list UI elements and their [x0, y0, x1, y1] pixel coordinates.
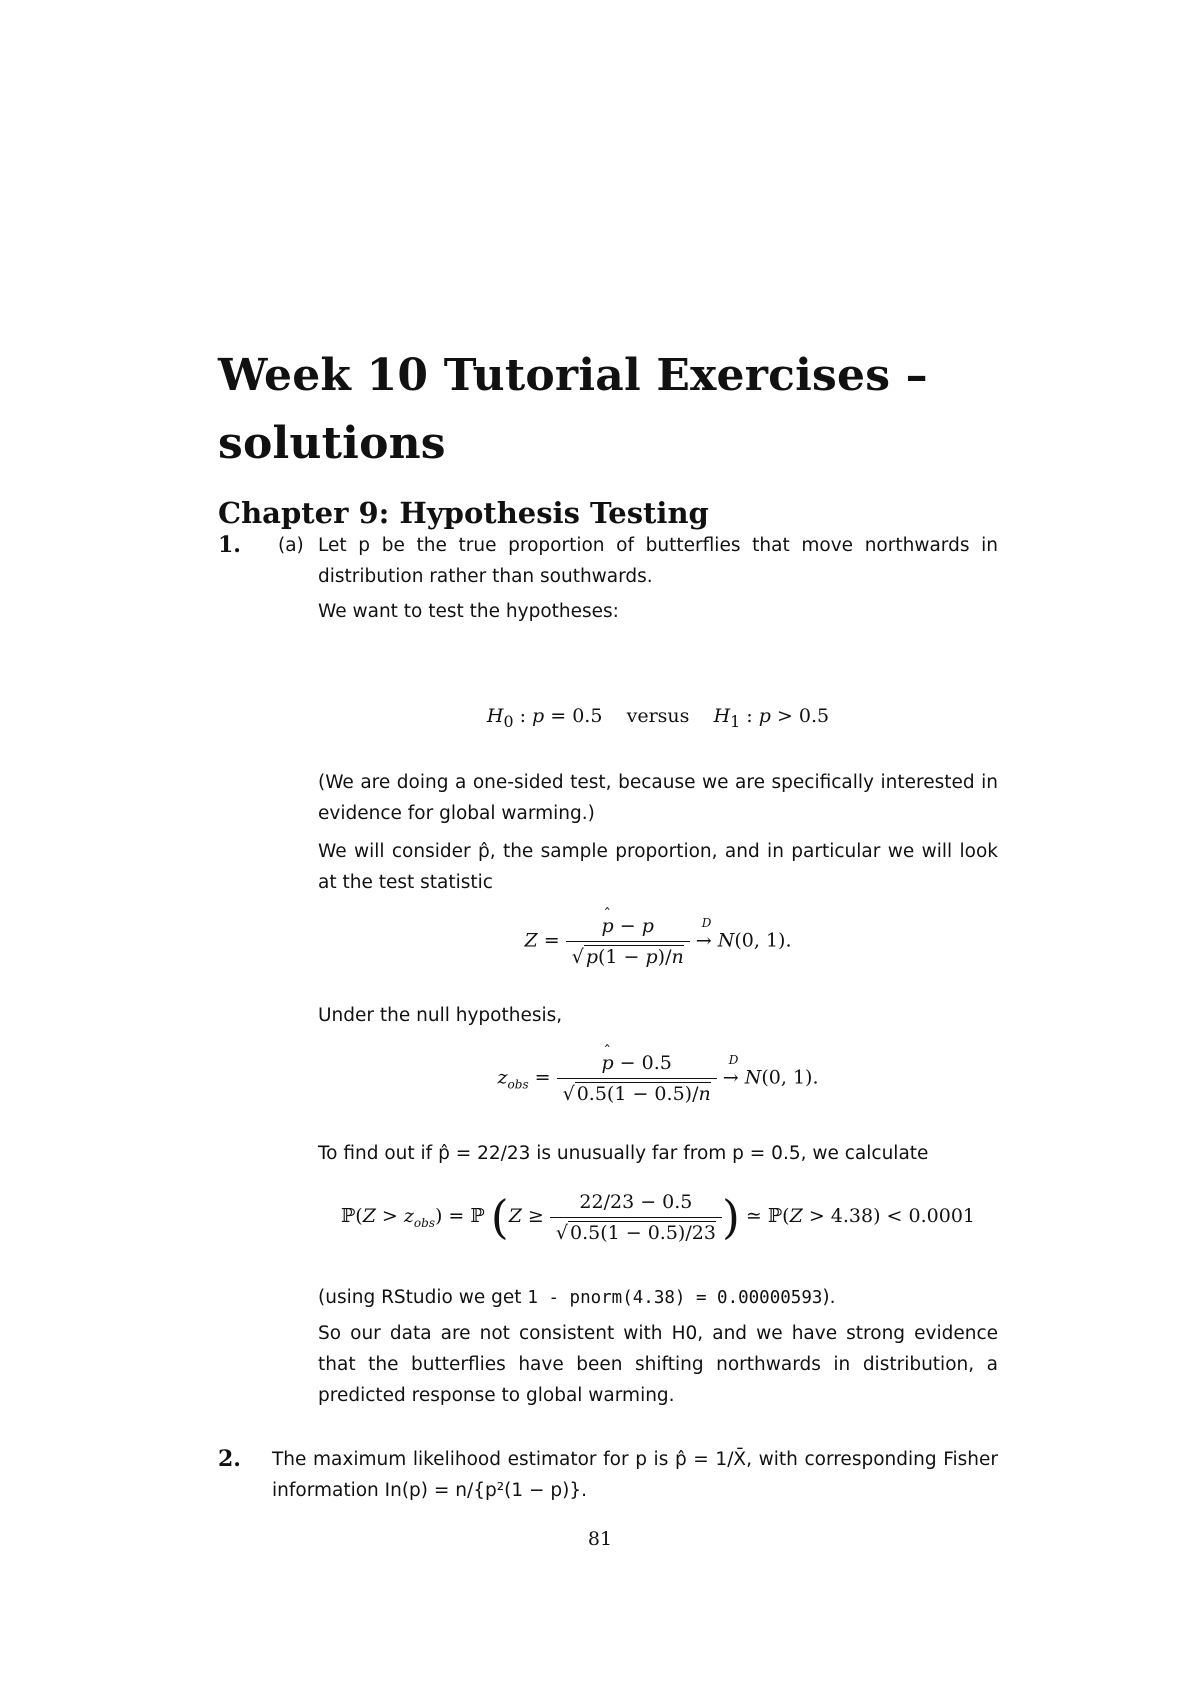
rstudio-code: 1 - pnorm(4.38) = 0.00000593 — [527, 1288, 823, 1308]
q1-para-4: We will consider p̂, the sample proportion, and in particular we will look at the test statistic — [318, 841, 998, 893]
question-1-part-label: (a) — [278, 535, 304, 556]
question-1-number: 1. — [218, 532, 241, 558]
q1-para-8: So our data are not consistent with H0, and we have strong evidence that the butterflies have been shifting northwards in distribution, a predicted response to global warming. — [318, 1323, 998, 1406]
q1-para-2: We want to test the hypotheses: — [318, 601, 619, 622]
q2-text: The maximum likelihood estimator for p is p̂ = 1/X̄, with corresponding Fisher information In(p) = n/{p²(1 − p)}. — [272, 1449, 998, 1501]
question-2-number: 2. — [218, 1446, 241, 1472]
eq-z-statistic: Z = ˆ $\frac{p - p}{√ p(1 - p)/n}$ → D N(0, 1). — [318, 915, 998, 968]
eq-probability: ℙ(Z > $z_{obs}$) = ℙ (Z ≥ $\frac{22/23 - 0.5}{√ 0.5(1 - 0.5)/23}$ ) ≃ ℙ(Z > 4.38) < 0.0001 — [340, 1190, 975, 1244]
q1-hypotheses: $H_0$ : p = 0.5 versus $H_1$ : p > 0.5 — [486, 705, 830, 731]
page-number: 81 — [587, 1528, 613, 1550]
eq-z-obs: $z_{obs}$ = ˆ $\frac{p - 0.5}{√ 0.5(1 - 0.5)/n}$ → D N(0, 1). — [318, 1052, 998, 1105]
q1-para-5: Under the null hypothesis, — [318, 1005, 563, 1026]
q1-para-1: Let p be the true proportion of butterflies that move northwards in distribution rather than southwards. — [318, 535, 998, 587]
page-title: Week 10 Tutorial Exercises – solutions — [218, 350, 928, 469]
q1-para-6: To find out if p̂ = 22/23 is unusually far from p = 0.5, we calculate — [318, 1143, 929, 1164]
q1-para-7: (using RStudio we get 1 - pnorm(4.38) = 0.00000593). — [318, 1287, 836, 1308]
chapter-heading: Chapter 9: Hypothesis Testing — [218, 496, 709, 530]
q1-para-3: (We are doing a one-sided test, because we are specifically interested in evidence for global warming.) — [318, 772, 998, 824]
